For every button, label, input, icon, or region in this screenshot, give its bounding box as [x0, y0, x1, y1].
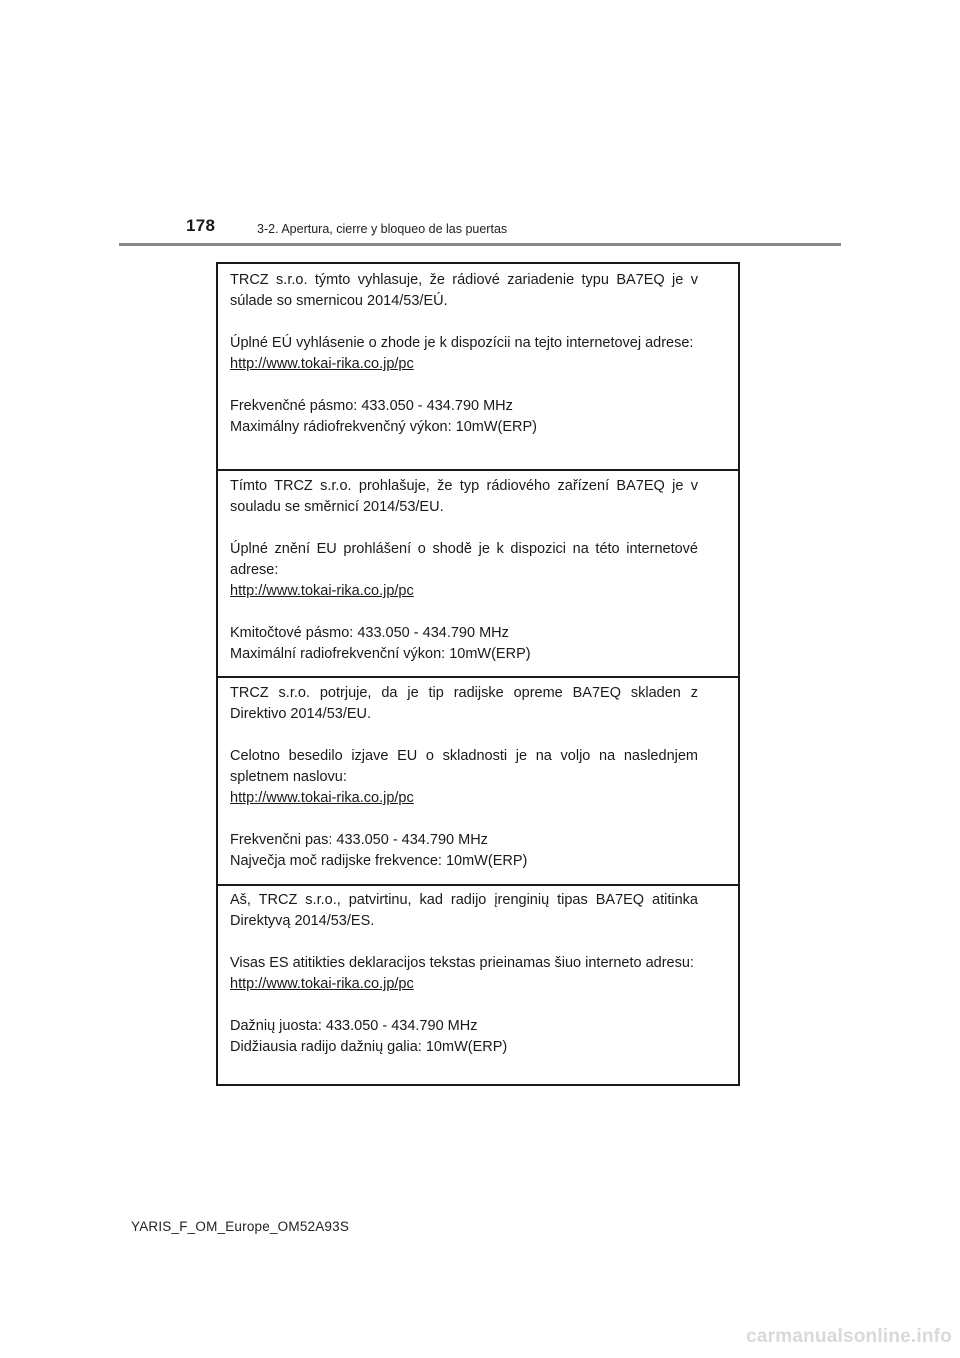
- declaration-availability: Úplné EÚ vyhlásenie o zhode je k dispozícii na tejto internetovej adrese:: [230, 335, 694, 351]
- declaration-power: Največja moč radijske frekvence: 10mW(ERP): [230, 853, 528, 869]
- spacer: [230, 725, 698, 746]
- spacer: [230, 375, 698, 396]
- spacer: [230, 312, 698, 333]
- declaration-availability: Celotno besedilo izjave EU o skladnosti je na voljo na naslednjem spletnem naslovu:: [230, 748, 698, 785]
- spacer: [230, 602, 698, 623]
- declaration-frequency: Frekvenčné pásmo: 433.050 - 434.790 MHz: [230, 398, 513, 414]
- declaration-url-link[interactable]: http://www.tokai-rika.co.jp/pc: [230, 790, 414, 806]
- declaration-frequency: Frekvenčni pas: 433.050 - 434.790 MHz: [230, 832, 488, 848]
- declaration-power: Maximální radiofrekvenční výkon: 10mW(ERP): [230, 646, 531, 662]
- declaration-frequency: Kmitočtové pásmo: 433.050 - 434.790 MHz: [230, 625, 509, 641]
- declaration-power: Didžiausia radijo dažnių galia: 10mW(ERP): [230, 1039, 508, 1055]
- spacer: [230, 518, 698, 539]
- declaration-availability: Úplné znění EU prohlášení o shodě je k dispozici na této internetové adrese:: [230, 541, 698, 578]
- page-number: 178: [186, 216, 216, 235]
- declaration-power: Maximálny rádiofrekvenčný výkon: 10mW(ERP): [230, 419, 538, 435]
- declaration-lithuanian: [218, 884, 738, 1084]
- spacer: [230, 932, 698, 953]
- declaration-statement: Tímto TRCZ s.r.o. prohlašuje, že typ rádiového zařízení BA7EQ je v souladu se směrnicí 2014/53/EU.: [230, 478, 698, 515]
- declaration-czech: [218, 469, 738, 676]
- declaration-url-link[interactable]: http://www.tokai-rika.co.jp/pc: [230, 356, 414, 372]
- spacer: [230, 995, 698, 1016]
- declaration-statement: TRCZ s.r.o. potrjuje, da je tip radijske opreme BA7EQ skladen z Direktivo 2014/53/EU.: [230, 685, 698, 722]
- declaration-frequency: Dažnių juosta: 433.050 - 434.790 MHz: [230, 1018, 478, 1034]
- declarations-box: [216, 262, 740, 1086]
- declaration-slovenian: [218, 676, 738, 884]
- declaration-url-link[interactable]: http://www.tokai-rika.co.jp/pc: [230, 976, 414, 992]
- footer-document-code: YARIS_F_OM_Europe_OM52A93S: [131, 1219, 350, 1234]
- declaration-slovak: [218, 264, 738, 469]
- header-rule: [119, 243, 841, 246]
- section-title: 3-2. Apertura, cierre y bloqueo de las puertas: [257, 222, 508, 236]
- declaration-availability: Visas ES atitikties deklaracijos tekstas prieinamas šiuo interneto adresu:: [230, 955, 694, 971]
- declaration-statement: TRCZ s.r.o. týmto vyhlasuje, že rádiové zariadenie typu BA7EQ je v súlade so smernicou 2014/53/EÚ.: [230, 272, 698, 309]
- spacer: [230, 809, 698, 830]
- declaration-statement: Aš, TRCZ s.r.o., patvirtinu, kad radijo įrenginių tipas BA7EQ atitinka Direktyvą 2014/53/ES.: [230, 892, 698, 929]
- watermark: carmanualsonline.info: [746, 1326, 952, 1347]
- declaration-url-link[interactable]: http://www.tokai-rika.co.jp/pc: [230, 583, 414, 599]
